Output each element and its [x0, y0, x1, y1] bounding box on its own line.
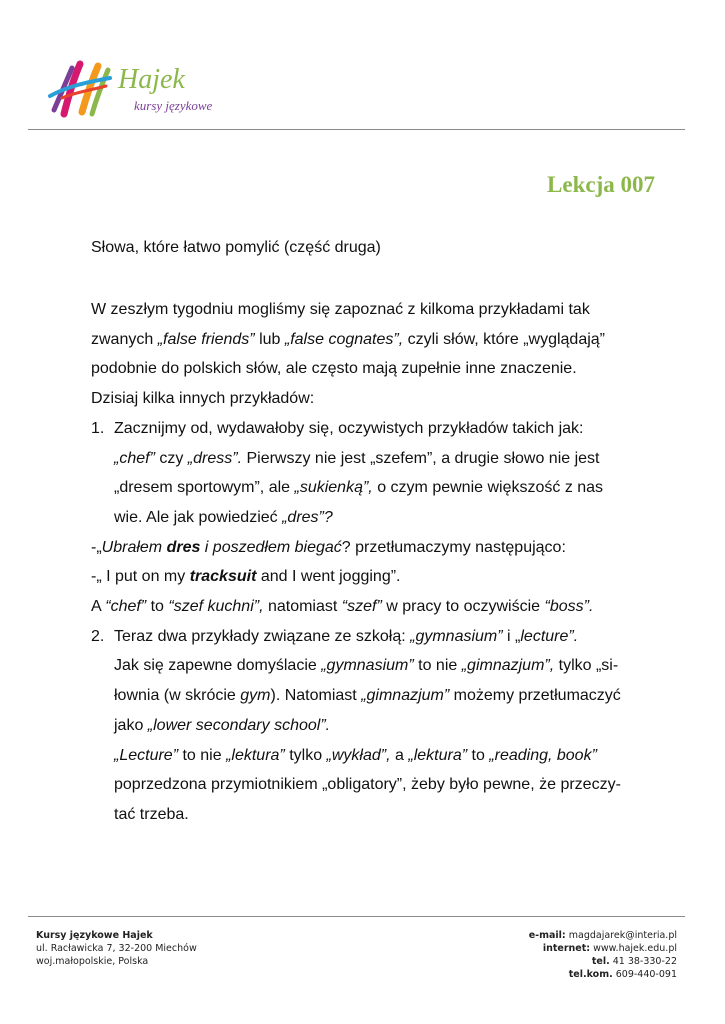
list-item-2-line-1: 2. Teraz dwa przykłady związane ze szkołą: „gymnasium” i „lecture”. [91, 622, 671, 652]
list-item-1-line-4: wie. Ale jak powiedzieć „dres”? [114, 508, 333, 526]
intro-line-2: zwanych „false friends” lub „false cognates”, czyli słów, które „wyglądają” [91, 330, 605, 348]
list-item-1-line-1: 1. Zacznijmy od, wydawałoby się, oczywistych przykładów takich jak: [91, 414, 671, 444]
intro-line-4: Dzisiaj kilka innych przykładów: [91, 390, 315, 408]
email-line: e-mail: magdajarek@interia.pl [528, 930, 677, 941]
mobile-line: tel.kom. 609-440-091 [568, 969, 677, 980]
chef-explanation: A “chef” to “szef kuchni”, natomiast “szef” w pracy to oczywiście “boss”. [91, 598, 594, 616]
svg-text:Hajek: Hajek [118, 64, 185, 95]
hajek-logo [48, 56, 218, 126]
list-item-2-line-4: jako „lower secondary school”. [114, 716, 331, 734]
example-polish: -„Ubrałem dres i poszedłem biegać? przetłumaczymy następująco: [91, 538, 566, 556]
street-address: ul. Racławicka 7, 32-200 Miechów [36, 943, 197, 954]
example-english: -„ I put on my tracksuit and I went jogging”. [91, 568, 401, 586]
list-item-1-line-3: „dresem sportowym”, ale „sukienką”, o czym pewnie większość z nas [114, 479, 604, 497]
hajek-logo-graphic [48, 56, 218, 126]
list-item-2-line-3: łownia (w skrócie gym). Natomiast „gimnazjum” możemy przetłumaczyć [114, 687, 621, 705]
website-line: internet: www.hajek.edu.pl [542, 943, 677, 954]
list-item-2-line-7: tać trzeba. [114, 805, 189, 823]
list-item-2-line-5: „Lecture” to nie „lektura” tylko „wykład”, a „lektura” to „reading, book” [114, 746, 597, 764]
header-divider [28, 129, 685, 130]
lesson-content [91, 295, 671, 830]
svg-text:kursy językowe: kursy językowe [134, 98, 213, 113]
intro-line-1: W zeszłym tygodniu mogliśmy się zapoznać z kilkoma przykładami tak [91, 301, 590, 318]
email-link[interactable]: magdajarek@interia.pl [568, 930, 677, 941]
intro-line-3: podobnie do polskich słów, ale często mają zupełnie inne znaczenie. [91, 360, 577, 378]
lesson-subtitle: Słowa, które łatwo pomylić (część druga) [91, 239, 381, 256]
list-item-1-line-2: „chef” czy „dress”. Pierwszy nie jest „szefem”, a drugie słowo nie jest [114, 449, 600, 467]
lesson-title: Lekcja 007 [547, 172, 655, 197]
website-link[interactable]: www.hajek.edu.pl [593, 943, 677, 954]
footer-contact [529, 929, 677, 981]
company-name: Kursy językowe Hajek [36, 930, 153, 941]
footer-address [36, 929, 197, 968]
list-number-1: 1. [91, 419, 105, 437]
footer-divider [28, 916, 685, 917]
phone-line: tel. 41 38-330-22 [591, 956, 677, 967]
list-item-2-line-6: poprzedzona przymiotnikiem „obligatory”, żeby było pewne, że przeczy- [114, 776, 621, 794]
list-number-2: 2. [91, 627, 105, 645]
region: woj.małopolskie, Polska [36, 956, 149, 967]
list-item-2-line-2: Jak się zapewne domyślacie „gymnasium” to nie „gimnazjum”, tylko „si- [114, 657, 619, 675]
